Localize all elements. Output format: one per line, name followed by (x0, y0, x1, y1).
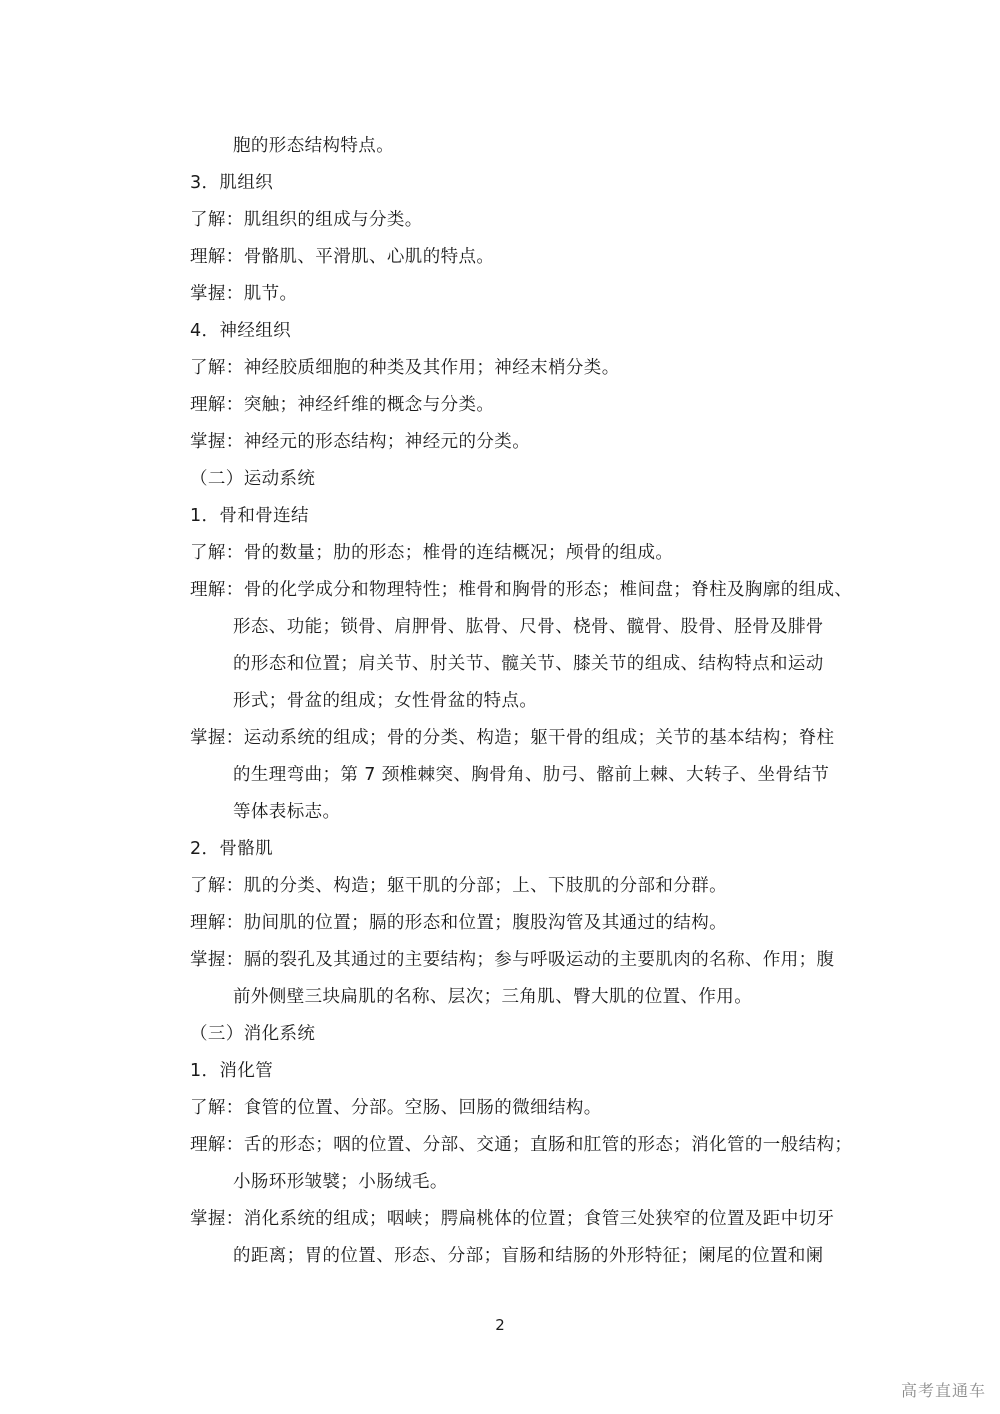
text-line: 小肠环形皱襞；小肠绒毛。 (233, 1172, 448, 1192)
subsection-heading: 4．神经组织 (190, 321, 292, 341)
text-line: 掌握：运动系统的组成；骨的分类、构造；躯干骨的组成；关节的基本结构；脊柱 (190, 728, 835, 748)
text-line: 掌握：膈的裂孔及其通过的主要结构；参与呼吸运动的主要肌肉的名称、作用；腹 (190, 950, 835, 970)
text-line: 了解：神经胶质细胞的种类及其作用；神经末梢分类。 (190, 358, 620, 378)
text-line: 的生理弯曲；第 7 颈椎棘突、胸骨角、肋弓、髂前上棘、大转子、坐骨结节 (233, 765, 830, 785)
text-line: 了解：食管的位置、分部。空肠、回肠的微细结构。 (190, 1098, 602, 1118)
text-line: 了解：肌组织的组成与分类。 (190, 210, 423, 230)
text-line: 等体表标志。 (233, 802, 341, 822)
text-line: 前外侧壁三块扁肌的名称、层次；三角肌、臀大肌的位置、作用。 (233, 987, 753, 1007)
subsection-heading: 3．肌组织 (190, 173, 274, 193)
text-line: 掌握：消化系统的组成；咽峡；腭扁桃体的位置；食管三处狭窄的位置及距中切牙 (190, 1209, 835, 1229)
subsection-heading: 1．消化管 (190, 1061, 274, 1081)
subsection-heading: 2．骨骼肌 (190, 839, 274, 859)
text-line: 了解：肌的分类、构造；躯干肌的分部；上、下肢肌的分部和分群。 (190, 876, 727, 896)
text-line: 了解：骨的数量；肋的形态；椎骨的连结概况；颅骨的组成。 (190, 543, 674, 563)
watermark: 高考直通车 (900, 1381, 986, 1400)
text-line: 理解：肋间肌的位置；膈的形态和位置；腹股沟管及其通过的结构。 (190, 913, 727, 933)
text-line: 的距离；胃的位置、形态、分部；盲肠和结肠的外形特征；阑尾的位置和阑 (233, 1246, 824, 1266)
section-heading: （二）运动系统 (190, 469, 316, 489)
text-line: 掌握：神经元的形态结构；神经元的分类。 (190, 432, 531, 452)
text-line: 掌握：肌节。 (190, 284, 298, 304)
text-line: 理解：舌的形态；咽的位置、分部、交通；直肠和肛管的形态；消化管的一般结构； (190, 1135, 853, 1155)
text-line: 胞的形态结构特点。 (233, 136, 395, 156)
text-line: 理解：骨骼肌、平滑肌、心肌的特点。 (190, 247, 495, 267)
text-line: 形态、功能；锁骨、肩胛骨、肱骨、尺骨、桡骨、髋骨、股骨、胫骨及腓骨 (233, 617, 824, 637)
section-heading: （三）消化系统 (190, 1024, 316, 1044)
page-number: 2 (495, 1316, 505, 1334)
text-line: 形式；骨盆的组成；女性骨盆的特点。 (233, 691, 538, 711)
text-line: 理解：骨的化学成分和物理特性；椎骨和胸骨的形态；椎间盘；脊柱及胸廓的组成、 (190, 580, 853, 600)
text-line: 的形态和位置；肩关节、肘关节、髋关节、膝关节的组成、结构特点和运动 (233, 654, 824, 674)
subsection-heading: 1．骨和骨连结 (190, 506, 309, 526)
text-line: 理解：突触；神经纤维的概念与分类。 (190, 395, 495, 415)
